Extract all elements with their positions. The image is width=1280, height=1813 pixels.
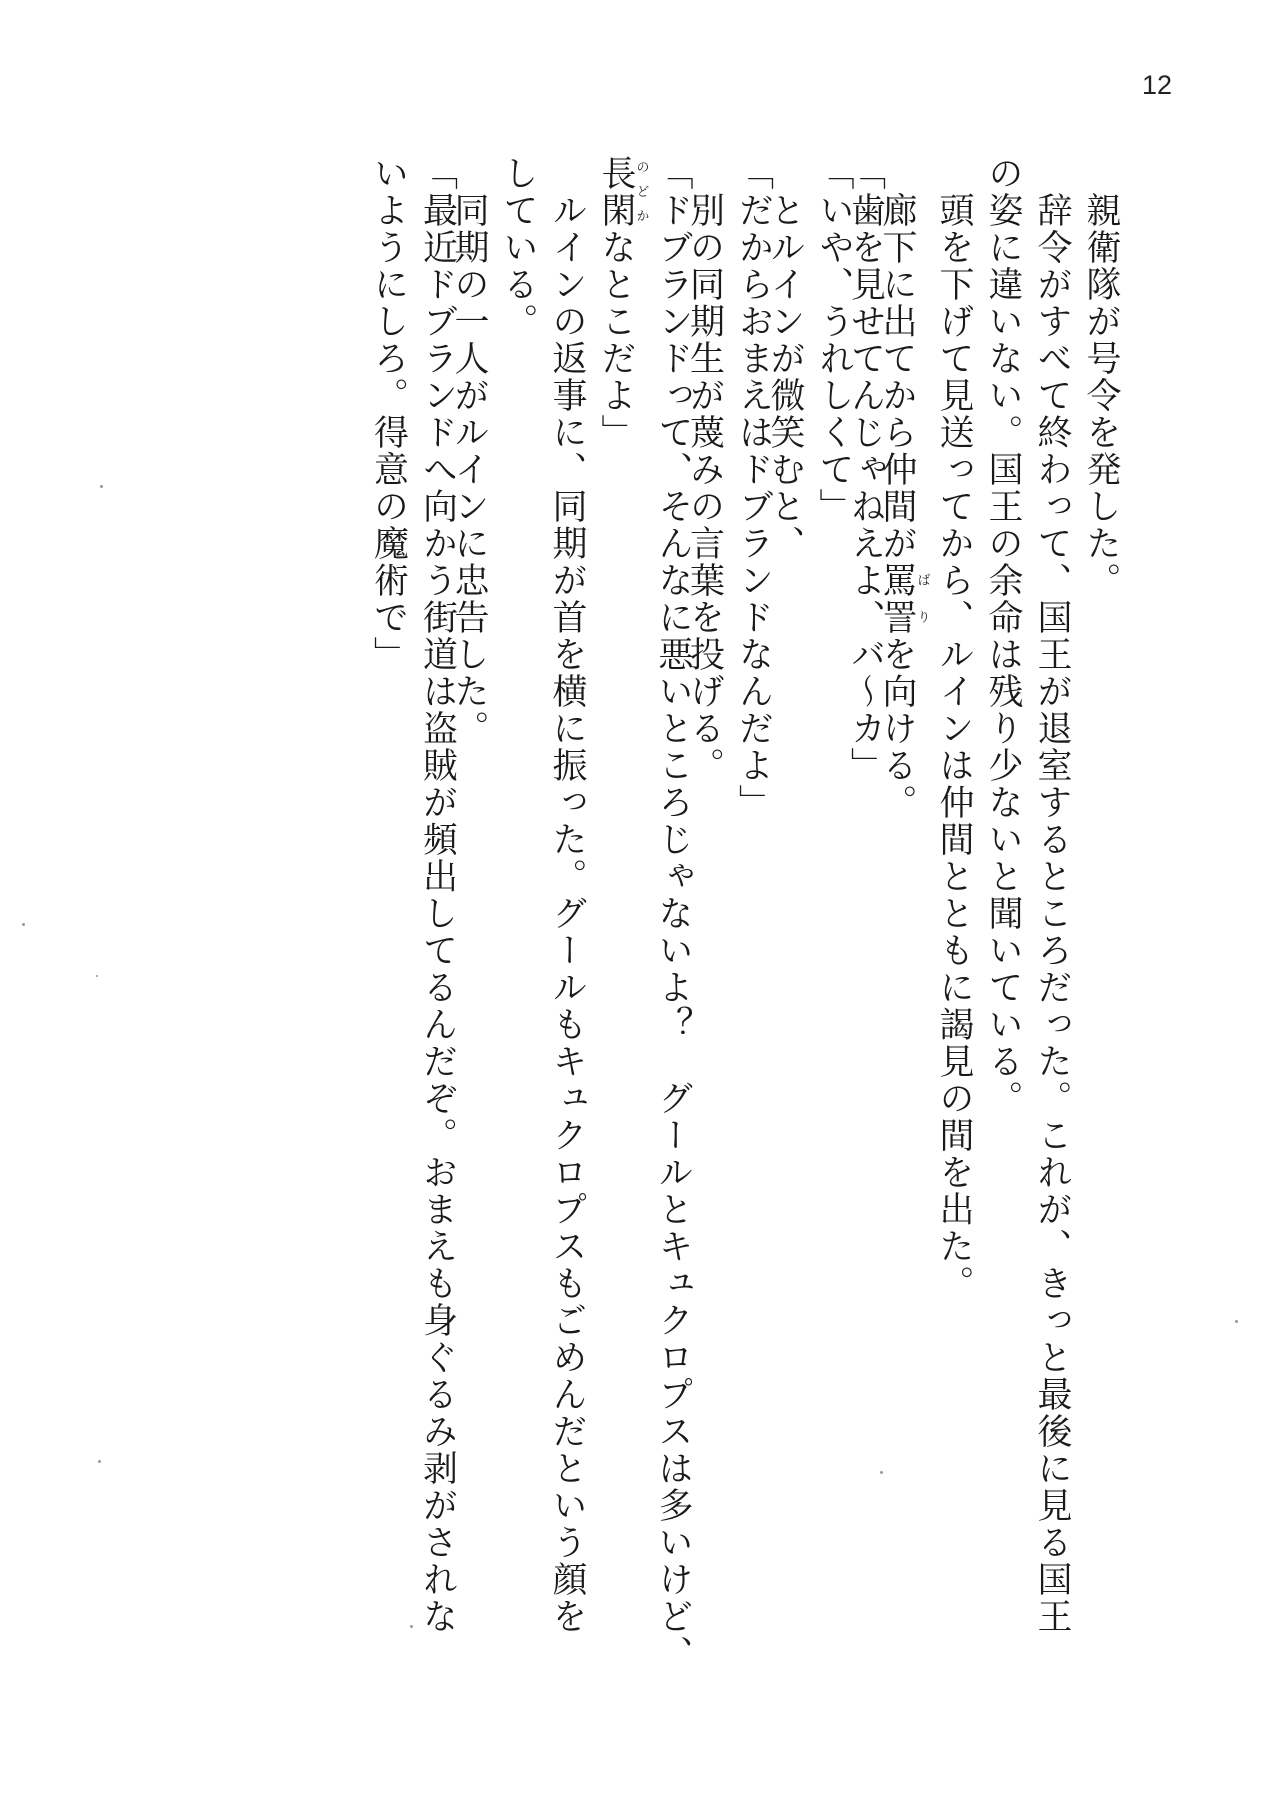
scan-speck	[880, 1471, 883, 1474]
scan-speck	[410, 1625, 413, 1628]
text-line: 頭を下げて見送ってから、ルインは仲間とともに謁見の間を出た。	[934, 155, 974, 1302]
text-line: とルインが微笑むと、	[765, 155, 805, 562]
text-line: 廊下に出てから仲間が罵詈ばりを向ける。	[877, 155, 930, 821]
text-line: 「だからおまえはドブランドなんだよ」	[733, 155, 774, 821]
text-line: いようにしろ。得意の魔術で」	[368, 155, 409, 673]
text-line: 別の同期生が蔑みの言葉を投げる。	[684, 155, 725, 784]
scan-speck	[98, 1460, 101, 1463]
ruby-annotation: 長閑のどか	[596, 155, 649, 229]
text-line: 「最近ドブランドへ向かう街道は盗賊が頻出してるんだぞ。おまえも身ぐるみ剥がされな	[417, 155, 458, 1635]
text-line: 同期の一人がルインに忠告した。	[449, 155, 489, 747]
ruby-annotation: 罵詈ばり	[877, 562, 930, 636]
text-line: 「いや、うれしくて」	[814, 155, 854, 525]
text-line: の姿に違いない。国王の余命は残り少ないと聞いている。	[983, 155, 1023, 1117]
scan-speck	[1235, 1320, 1238, 1323]
text-line: ルインの返事に、同期が首を横に振った。グールもキュクロプスもごめんだという顔を	[547, 155, 587, 1635]
text-line: している。	[498, 155, 538, 340]
ruby-reading: ばり	[914, 562, 930, 636]
scan-speck	[22, 923, 25, 926]
page-number: 12	[1141, 70, 1172, 100]
text-line: 長閑のどかなとこだよ」	[596, 155, 649, 451]
text-line: 親衛隊が号令を発した。	[1081, 155, 1121, 599]
text-line: 「ドブランドって、そんなに悪いところじゃないよ？ グールとキュクロプスは多いけど、	[653, 155, 693, 1672]
scan-speck	[100, 485, 103, 488]
body-text	[364, 155, 1126, 1672]
scan-speck	[96, 975, 98, 977]
text-line: 辞令がすべて終わって、国王が退室するところだった。これが、きっと最後に見る国王	[1032, 155, 1072, 1635]
ruby-reading: のどか	[633, 155, 649, 229]
text-line: 「歯を見せてんじゃねえよ、バ～カ」	[845, 155, 886, 784]
